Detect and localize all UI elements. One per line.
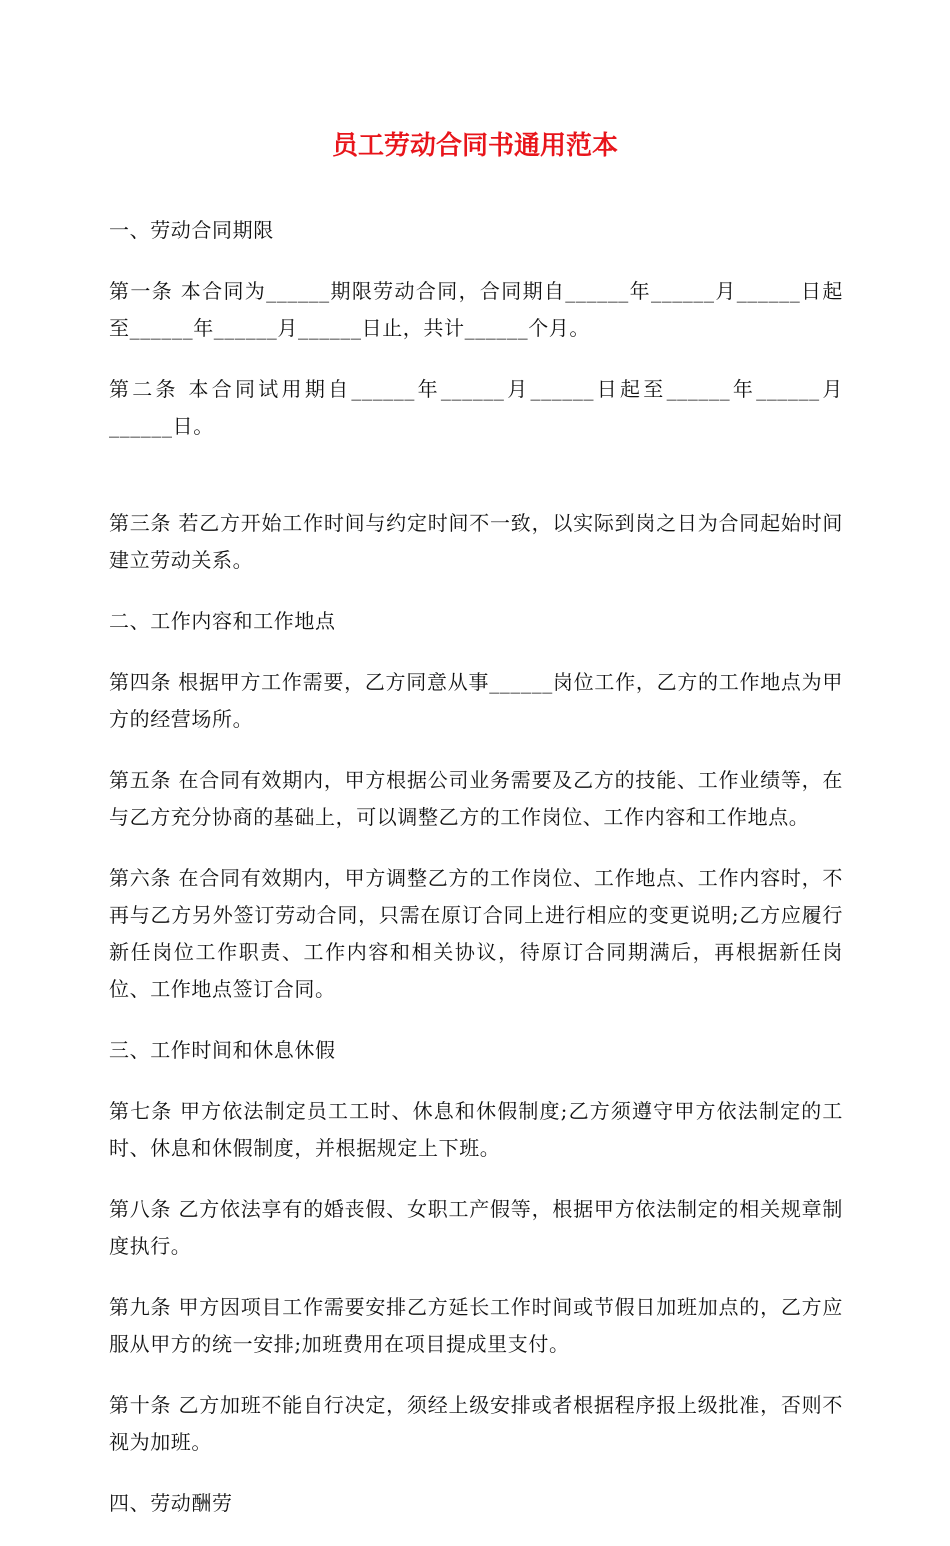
section-heading: 四、劳动酬劳 xyxy=(109,1491,233,1515)
article-paragraph: 第九条 甲方因项目工作需要安排乙方延长工作时间或节假日加班加点的，乙方应服从甲方的统一安排;加班费用在项目提成里支付。 xyxy=(109,1295,843,1356)
article-paragraph: 第四条 根据甲方工作需要，乙方同意从事______岗位工作，乙方的工作地点为甲方的经营场所。 xyxy=(109,670,843,731)
section-heading: 二、工作内容和工作地点 xyxy=(109,609,336,633)
article-paragraph: 第七条 甲方依法制定员工工时、休息和休假制度;乙方须遵守甲方依法制定的工时、休息和休假制度，并根据规定上下班。 xyxy=(109,1099,843,1160)
article-paragraph: 第一条 本合同为______期限劳动合同，合同期自______年______月______日起至______年______月______日止，共计______个月。 xyxy=(109,279,843,340)
article-paragraph: 第十条 乙方加班不能自行决定，须经上级安排或者根据程序报上级批准，否则不视为加班。 xyxy=(109,1393,843,1454)
article-paragraph: 第二条 本合同试用期自______年______月______日起至______年______月______日。 xyxy=(109,377,843,438)
section-heading: 一、劳动合同期限 xyxy=(109,218,274,242)
document-body xyxy=(109,212,843,1546)
article-paragraph: 第三条 若乙方开始工作时间与约定时间不一致，以实际到岗之日为合同起始时间建立劳动关系。 xyxy=(109,511,843,572)
document-title: 员工劳动合同书通用范本 xyxy=(331,131,618,161)
article-paragraph: 第八条 乙方依法享有的婚丧假、女职工产假等，根据甲方依法制定的相关规章制度执行。 xyxy=(109,1197,843,1258)
article-paragraph: 第五条 在合同有效期内，甲方根据公司业务需要及乙方的技能、工作业绩等，在与乙方充分协商的基础上，可以调整乙方的工作岗位、工作内容和工作地点。 xyxy=(109,768,843,829)
section-heading: 三、工作时间和休息休假 xyxy=(109,1038,336,1062)
article-paragraph: 第六条 在合同有效期内，甲方调整乙方的工作岗位、工作地点、工作内容时，不再与乙方另外签订劳动合同，只需在原订合同上进行相应的变更说明;乙方应履行新任岗位工作职责、工作内容和相关协议，待原订合同期满后，再根据新任岗位、工作地点签订合同。 xyxy=(109,866,843,1001)
